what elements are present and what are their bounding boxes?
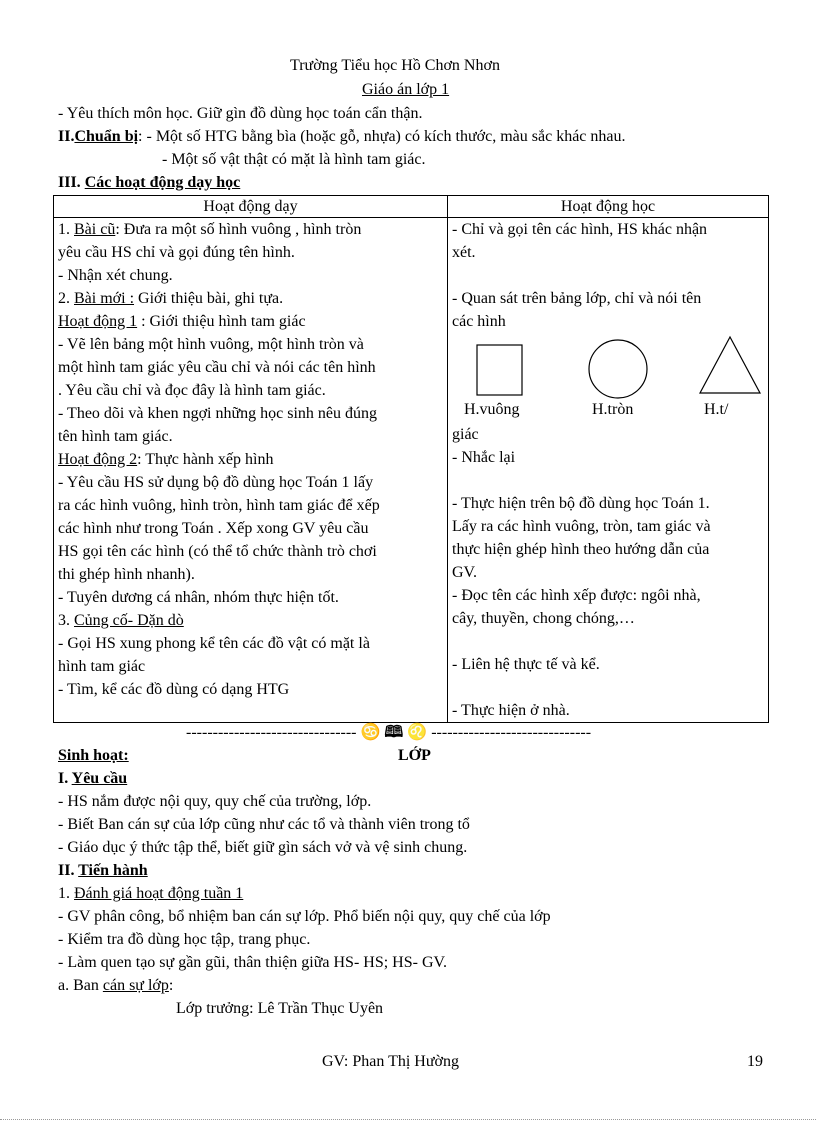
teacher-line (58, 356, 443, 379)
table-cell-line (452, 676, 764, 699)
teacher-line (58, 241, 443, 264)
teacher-line-pre: 1. (58, 221, 74, 238)
table-cell-line: - Thực hiện ở nhà. (452, 702, 570, 719)
table-cell-line: - Quan sát trên bảng lớp, chỉ và nói tên (452, 290, 702, 307)
teacher-line (58, 379, 443, 402)
table-cell-line: thực hiện ghép hình theo hướng dẫn của (452, 541, 710, 558)
teacher-line (58, 425, 443, 448)
teacher-line-post: : Đưa ra một số hình vuông , hình tròn (115, 221, 362, 238)
procedure-line: - Làm quen tạo sự gần gũi, thân thiện giữa HS- HS; HS- GV. (58, 954, 448, 971)
teacher-line-u: Bài mới : (74, 290, 135, 307)
triangle-label: H.t/ (704, 401, 729, 418)
table-cell-line (452, 630, 764, 653)
teacher-line-pre: . Yêu cầu chỉ và đọc đây là hình tam giác. (58, 382, 326, 399)
triangle-shape (700, 337, 760, 393)
ornament-icon: ♋ 🕮 ♌ (360, 724, 428, 741)
table-cell-line: - Nhắc lại (452, 449, 516, 466)
separator (186, 723, 591, 743)
student-activities-cell (448, 218, 769, 723)
procedure-roman: II. (58, 862, 75, 879)
requirement-line: - Biết Ban cán sự của lớp cũng như các tổ và thành viên trong tổ (58, 816, 470, 833)
class-title: LỚP (398, 747, 431, 764)
activities-heading (58, 173, 240, 193)
teacher-line-u: Củng cố- Dặn dò (74, 612, 184, 629)
teacher-line-pre: tên hình tam giác. (58, 428, 173, 445)
table-cell-line (452, 469, 764, 492)
intro-line: - Yêu thích môn học. Giữ gìn đồ dùng học toán cẩn thận. (58, 105, 423, 122)
teacher-line-pre: 3. (58, 612, 74, 629)
teacher-line (58, 494, 443, 517)
teacher-line-pre: - Yêu cầu HS sử dụng bộ đồ dùng học Toán 1 lấy (58, 474, 374, 491)
requirements-roman: I. (58, 770, 69, 787)
teacher-line-pre: một hình tam giác yêu cầu chỉ và nói các tên hình (58, 359, 376, 376)
prep-heading (58, 127, 626, 147)
teacher-line-post: : Giới thiệu hình tam giác (137, 313, 306, 330)
prep-roman: II. (58, 128, 75, 145)
teacher-line-post: Giới thiệu bài, ghi tựa. (134, 290, 284, 307)
activities-roman: III. (58, 174, 81, 191)
table-header-row (54, 196, 769, 218)
teacher-line (58, 632, 443, 655)
teacher-line-pre: HS gọi tên các hình (có thể tổ chức thành trò chơi (58, 543, 377, 560)
table-cell-line: - Đọc tên các hình xếp được: ngôi nhà, (452, 587, 701, 604)
circle-shape (589, 340, 647, 398)
separator-right: ------------------------------ (431, 724, 592, 741)
teacher-line (58, 287, 443, 310)
footer-teacher: GV: Phan Thị Hường (322, 1053, 459, 1070)
table-cell-line: Lấy ra các hình vuông, tròn, tam giác và (452, 518, 711, 535)
teacher-line (58, 540, 443, 563)
teacher-activities-cell (54, 218, 448, 723)
requirement-line: - HS nắm được nội quy, quy chế của trường, lớp. (58, 793, 372, 810)
teacher-line-pre: các hình như trong Toán . Xếp xong GV yêu cầu (58, 520, 369, 537)
teacher-line (58, 448, 443, 471)
teacher-line-pre: ra các hình vuông, hình tròn, hình tam giác để xếp (58, 497, 380, 514)
procedure-heading (58, 861, 148, 881)
square-shape (477, 345, 522, 395)
board-pre: a. Ban (58, 977, 99, 994)
teacher-line-u: Hoạt động 1 (58, 313, 138, 330)
square-label: H.vuông (464, 401, 520, 418)
lesson-subtitle: Giáo án lớp 1 (362, 81, 450, 98)
procedure-label: Tiến hành (78, 862, 148, 879)
teacher-line (58, 586, 443, 609)
class-monitor: Lớp trưởng: Lê Trần Thục Uyên (176, 1000, 384, 1017)
page-bottom-border (0, 1119, 816, 1120)
prep-line-2: - Một số vật thật có mặt là hình tam giác. (162, 151, 426, 168)
procedure-line: - GV phân công, bổ nhiệm ban cán sự lớp. Phổ biến nội quy, quy chế của lớp (58, 908, 551, 925)
teacher-line (58, 310, 443, 333)
table-cell-line: - Liên hệ thực tế và kể. (452, 656, 600, 673)
evaluation-num: 1. (58, 885, 70, 902)
teacher-line (58, 218, 443, 241)
teacher-line (58, 402, 443, 425)
table-cell-line: xét. (452, 244, 476, 261)
teacher-line-pre: hình tam giác (58, 658, 146, 675)
circle-label: H.tròn (592, 401, 634, 418)
procedure-line: - Kiểm tra đồ dùng học tập, trang phục. (58, 931, 311, 948)
teacher-line (58, 264, 443, 287)
teacher-line (58, 517, 443, 540)
evaluation-heading (58, 884, 243, 904)
school-name: Trường Tiểu học Hồ Chơn Nhơn (290, 57, 500, 74)
table-cell-line: cây, thuyền, chong chóng,… (452, 610, 635, 627)
teacher-line-u: Bài cũ (74, 221, 116, 238)
activities-label: Các hoạt động dạy học (84, 174, 241, 191)
requirements-heading (58, 769, 127, 789)
teacher-line-pre: - Tuyên dương cá nhân, nhóm thực hiện tốt. (58, 589, 339, 606)
lesson-table (53, 195, 769, 723)
requirements-label: Yêu cầu (71, 770, 128, 787)
teacher-line-pre: - Theo dõi và khen ngợi những học sinh nêu đúng (58, 405, 378, 422)
teacher-line (58, 333, 443, 356)
table-body-row (54, 218, 769, 723)
prep-label: Chuẩn bị (74, 128, 139, 145)
student-lines-bottom (452, 423, 764, 722)
requirement-line: - Giáo dục ý thức tập thể, biết giữ gìn sách vở và vệ sinh chung. (58, 839, 468, 856)
table-cell-line (452, 264, 764, 287)
teacher-line (58, 471, 443, 494)
shapes-figure (452, 333, 764, 423)
page-number: 19 (747, 1053, 763, 1070)
class-activity-label: Sinh hoạt: (58, 747, 129, 764)
evaluation-label: Đánh giá hoạt động tuần 1 (74, 885, 244, 902)
teacher-line-u: Hoạt động 2 (58, 451, 138, 468)
teacher-lines (58, 218, 443, 701)
board-label: cán sự lớp (102, 977, 169, 994)
teacher-line-pre: 2. (58, 290, 74, 307)
board-post: : (168, 977, 174, 994)
teacher-line-pre: - Vẽ lên bảng một hình vuông, một hình tròn và (58, 336, 364, 353)
table-cell-line: các hình (452, 313, 506, 330)
board-heading (58, 976, 173, 996)
col-student-header: Hoạt động học (448, 196, 769, 218)
teacher-line-pre: - Gọi HS xung phong kể tên các đồ vật có mặt là (58, 635, 370, 652)
student-lines-top (452, 218, 764, 333)
teacher-line-post: : Thực hành xếp hình (137, 451, 274, 468)
teacher-line-pre: thi ghép hình nhanh). (58, 566, 195, 583)
teacher-line (58, 609, 443, 632)
teacher-line-pre: - Nhận xét chung. (58, 267, 173, 284)
col-teacher-header: Hoạt động dạy (54, 196, 448, 218)
table-cell-line: - Chỉ và gọi tên các hình, HS khác nhận (452, 221, 708, 238)
teacher-line-pre: - Tìm, kể các đồ dùng có dạng HTG (58, 681, 290, 698)
teacher-line-pre: yêu cầu HS chỉ và gọi đúng tên hình. (58, 244, 295, 261)
teacher-line (58, 655, 443, 678)
teacher-line (58, 678, 443, 701)
prep-text: : - Một số HTG bằng bìa (hoặc gỗ, nhựa) có kích thước, màu sắc khác nhau. (138, 128, 626, 145)
separator-left: -------------------------------- (186, 724, 357, 741)
table-cell-line: giác (452, 426, 479, 443)
table-cell-line: GV. (452, 564, 478, 581)
table-cell-line: - Thực hiện trên bộ đồ dùng học Toán 1. (452, 495, 710, 512)
teacher-line (58, 563, 443, 586)
